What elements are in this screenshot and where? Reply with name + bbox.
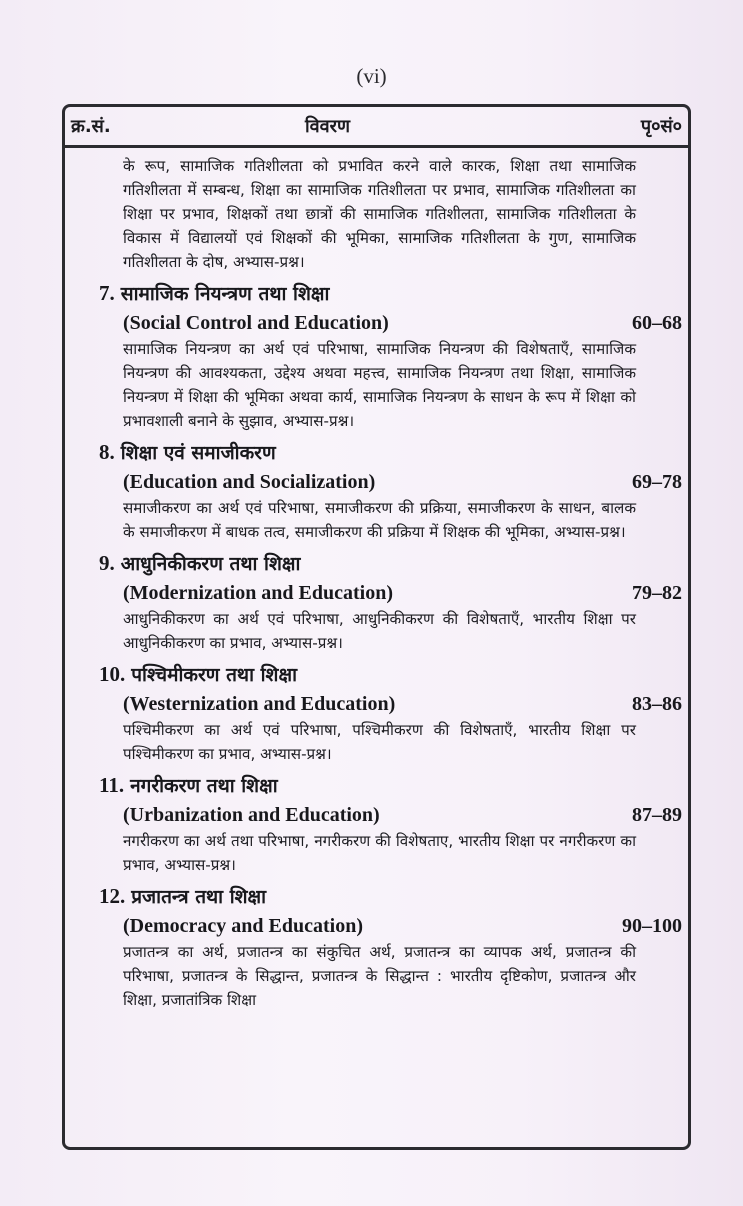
chapter-entry-8[interactable] — [65, 437, 688, 544]
chapter-number: 12. — [99, 884, 126, 908]
header-serial-number: क्र.सं. — [71, 116, 111, 137]
chapter-title-hindi — [99, 278, 688, 309]
chapter-title-english-row — [65, 309, 688, 337]
chapter-title-hi-text: शिक्षा एवं समाजीकरण — [120, 442, 276, 464]
continued-chapter-description: के रूप, सामाजिक गतिशीलता को प्रभावित करने वाले कारक, शिक्षा तथा सामाजिक गतिशीलता में सम्बन्ध, शिक्षा का सामाजिक गतिशीलता पर प्रभाव, सामाजिक गतिशीलता का शिक्षा पर प्रभाव, शिक्षकों तथा छात्रों की सामाजिक गतिशीलता, सामाजिक गतिशीलता के विकास में विद्यालयों एवं शिक्षकों की भूमिका, सामाजिक गतिशीलता के गुण, सामाजिक गतिशीलता के दोष, अभ्यास-प्रश्न। — [123, 157, 636, 271]
chapter-number: 10. — [99, 662, 126, 686]
chapter-title-english-row — [65, 690, 688, 718]
chapter-title-english-row — [65, 468, 688, 496]
chapter-entry-11[interactable] — [65, 770, 688, 877]
chapter-page-range: 79–82 — [632, 582, 682, 604]
chapter-title-english: (Social Control and Education) — [123, 312, 389, 334]
chapter-title-english: (Westernization and Education) — [123, 693, 396, 715]
chapter-description: समाजीकरण का अर्थ एवं परिभाषा, समाजीकरण की प्रक्रिया, समाजीकरण के साधन, बालक के समाजीकरण में बाधक तत्व, समाजीकरण की प्रक्रिया में शिक्षक की भूमिका, अभ्यास-प्रश्न। — [123, 499, 636, 541]
chapter-title-hi-text: प्रजातन्त्र तथा शिक्षा — [131, 886, 267, 908]
table-of-contents — [62, 104, 691, 1150]
chapter-title-hi-text: आधुनिकीकरण तथा शिक्षा — [120, 553, 301, 575]
chapter-title-hindi — [99, 770, 688, 801]
chapter-title-hi-text: सामाजिक नियन्त्रण तथा शिक्षा — [120, 283, 330, 305]
chapter-entry-9[interactable] — [65, 548, 688, 655]
chapter-title-hi-text: नगरीकरण तथा शिक्षा — [130, 775, 278, 797]
header-description: विवरण — [305, 116, 351, 137]
chapter-number: 7. — [99, 281, 115, 305]
chapter-number: 11. — [99, 773, 125, 797]
chapter-title-hindi — [99, 881, 688, 912]
chapter-title-hi-text: पश्चिमीकरण तथा शिक्षा — [131, 664, 297, 686]
chapter-page-range: 69–78 — [632, 471, 682, 493]
chapter-description: नगरीकरण का अर्थ तथा परिभाषा, नगरीकरण की विशेषताए, भारतीय शिक्षा पर नगरीकरण का प्रभाव, अभ्यास-प्रश्न। — [123, 832, 636, 874]
chapter-number: 9. — [99, 551, 115, 575]
chapter-description: आधुनिकीकरण का अर्थ एवं परिभाषा, आधुनिकीकरण की विशेषताएँ, भारतीय शिक्षा पर आधुनिकीकरण का प्रभाव, अभ्यास-प्रश्न। — [123, 610, 636, 652]
chapter-title-english: (Education and Socialization) — [123, 471, 376, 493]
chapter-title-hindi — [99, 659, 688, 690]
chapter-title-english: (Modernization and Education) — [123, 582, 394, 604]
chapter-page-range: 87–89 — [632, 804, 682, 826]
chapter-number: 8. — [99, 440, 115, 464]
chapter-page-range: 83–86 — [632, 693, 682, 715]
chapter-description: सामाजिक नियन्त्रण का अर्थ एवं परिभाषा, सामाजिक नियन्त्रण की विशेषताएँ, सामाजिक नियन्त्रण की आवश्यकता, उद्देश्य अथवा महत्त्व, सामाजिक नियन्त्रण तथा शिक्षा, सामाजिक नियन्त्रण में शिक्षा की भूमिका अथवा कार्य, सामाजिक नियन्त्रण के साधन के रूप में शिक्षा को प्रभावशाली बनाने के सुझाव, अभ्यास-प्रश्न। — [123, 340, 636, 430]
chapter-entry-12[interactable] — [65, 881, 688, 1012]
chapter-title-english: (Democracy and Education) — [123, 915, 363, 937]
chapter-title-english-row — [65, 579, 688, 607]
chapter-title-english-row — [65, 801, 688, 829]
chapter-title-english: (Urbanization and Education) — [123, 804, 380, 826]
chapter-page-range: 90–100 — [622, 915, 682, 937]
toc-body — [65, 148, 688, 1012]
toc-header-row — [65, 107, 688, 148]
chapter-description: पश्चिमीकरण का अर्थ एवं परिभाषा, पश्चिमीकरण की विशेषताएँ, भारतीय शिक्षा पर पश्चिमीकरण का प्रभाव, अभ्यास-प्रश्न। — [123, 721, 636, 763]
header-page-number: पृ०सं० — [640, 116, 682, 137]
chapter-entry-10[interactable] — [65, 659, 688, 766]
chapter-title-hindi — [99, 548, 688, 579]
chapter-description: प्रजातन्त्र का अर्थ, प्रजातन्त्र का संकुचित अर्थ, प्रजातन्त्र का व्यापक अर्थ, प्रजातन्त्र की परिभाषा, प्रजातन्त्र के सिद्धान्त, प्रजातन्त्र के सिद्धान्त : भारतीय दृष्टिकोण, प्रजातन्त्र और शिक्षा, प्रजातांत्रिक शिक्षा — [123, 943, 636, 1009]
chapter-title-english-row — [65, 912, 688, 940]
chapter-title-hindi — [99, 437, 688, 468]
page-number: (vi) — [356, 64, 387, 88]
chapter-page-range: 60–68 — [632, 312, 682, 334]
chapter-entry-7[interactable] — [65, 278, 688, 433]
